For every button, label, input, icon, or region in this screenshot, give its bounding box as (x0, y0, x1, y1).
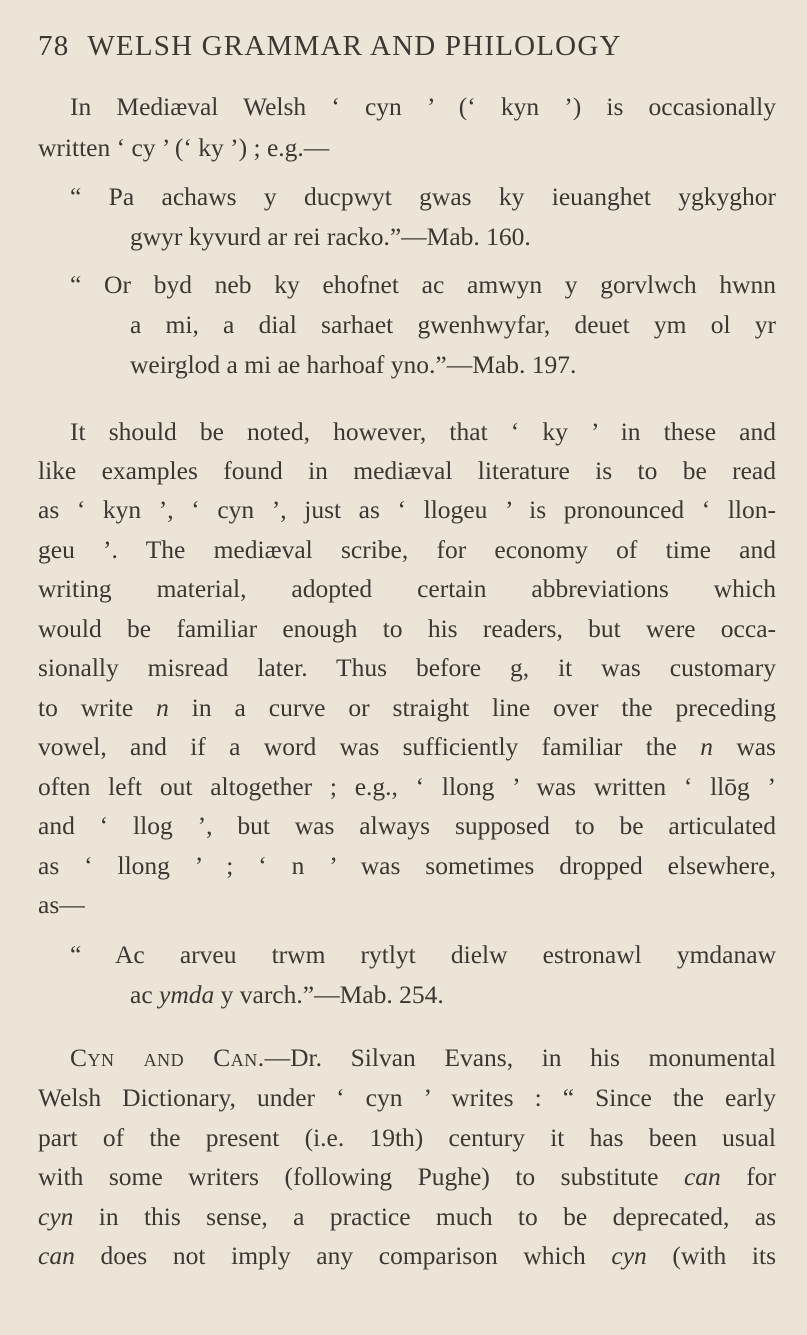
quote-line: ac ymda y varch.”—Mab. 254. (130, 980, 444, 1009)
text-line: as ‘ llong ’ ; ‘ n ’ was sometimes dropped elsewhere, (38, 851, 776, 880)
italic-word: can (38, 1241, 75, 1270)
text-line: often left out altogether ; e.g., ‘ llong ’ was written ‘ llōg ’ (38, 772, 776, 801)
text-line: to write n in a curve or straight line over the preceding (38, 693, 776, 722)
text-line: and ‘ llog ’, but was always supposed to be articulated (38, 811, 776, 840)
text-line: geu ’. The mediæval scribe, for economy of time and (38, 535, 776, 564)
text-line: as— (38, 890, 85, 919)
text-line: In Mediæval Welsh ‘ cyn ’ (‘ kyn ’) is occasionally (70, 92, 776, 121)
section-heading: Cyn and Can. (70, 1043, 265, 1072)
text-line: written ‘ cy ’ (‘ ky ’) ; e.g.— (38, 133, 330, 162)
text-line: vowel, and if a word was sufficiently familiar the n was (38, 732, 776, 761)
text-line: sionally misread later. Thus before g, it was customary (38, 653, 776, 682)
text-line: cyn in this sense, a practice much to be deprecated, as (38, 1202, 776, 1231)
italic-word: can (683, 1162, 721, 1191)
running-title: WELSH GRAMMAR AND PHILOLOGY (87, 30, 622, 62)
text-line: It should be noted, however, that ‘ ky ’ in these and (70, 417, 776, 446)
text-line: like examples found in mediæval literature is to be read (38, 456, 776, 485)
italic-n: n (700, 732, 713, 761)
text-line: Welsh Dictionary, under ‘ cyn ’ writes : “ Since the early (38, 1083, 776, 1112)
section-line: Cyn and Can.—Dr. Silvan Evans, in his monumental (70, 1043, 776, 1072)
quote-line: “ Pa achaws y ducpwyt gwas ky ieuanghet ygkyghor (70, 182, 776, 211)
text-line: part of the present (i.e. 19th) century it has been usual (38, 1123, 776, 1152)
text-line: can does not imply any comparison which cyn (with its (38, 1241, 776, 1270)
quote-line: weirglod a mi ae harhoaf yno.”—Mab. 197. (130, 350, 577, 379)
quote-line: a mi, a dial sarhaet gwenhwyfar, deuet ym ol yr (130, 310, 776, 339)
text-line: would be familiar enough to his readers, but were occa- (38, 614, 776, 643)
quote-line: gwyr kyvurd ar rei racko.”—Mab. 160. (130, 222, 531, 251)
italic-word: cyn (38, 1202, 74, 1231)
italic-word: ymda (159, 980, 215, 1009)
page-number: 78 (38, 30, 70, 62)
quote-line: “ Or byd neb ky ehofnet ac amwyn y gorvlwch hwnn (70, 270, 776, 299)
text-line: as ‘ kyn ’, ‘ cyn ’, just as ‘ llogeu ’ is pronounced ‘ llon- (38, 495, 776, 524)
italic-n: n (156, 693, 169, 722)
text-line: with some writers (following Pughe) to substitute can for (38, 1162, 776, 1191)
text-line: writing material, adopted certain abbreviations which (38, 574, 776, 603)
quote-line: “ Ac arveu trwm rytlyt dielw estronawl ymdanaw (70, 940, 776, 969)
italic-word: cyn (611, 1241, 647, 1270)
page-header (38, 30, 778, 63)
